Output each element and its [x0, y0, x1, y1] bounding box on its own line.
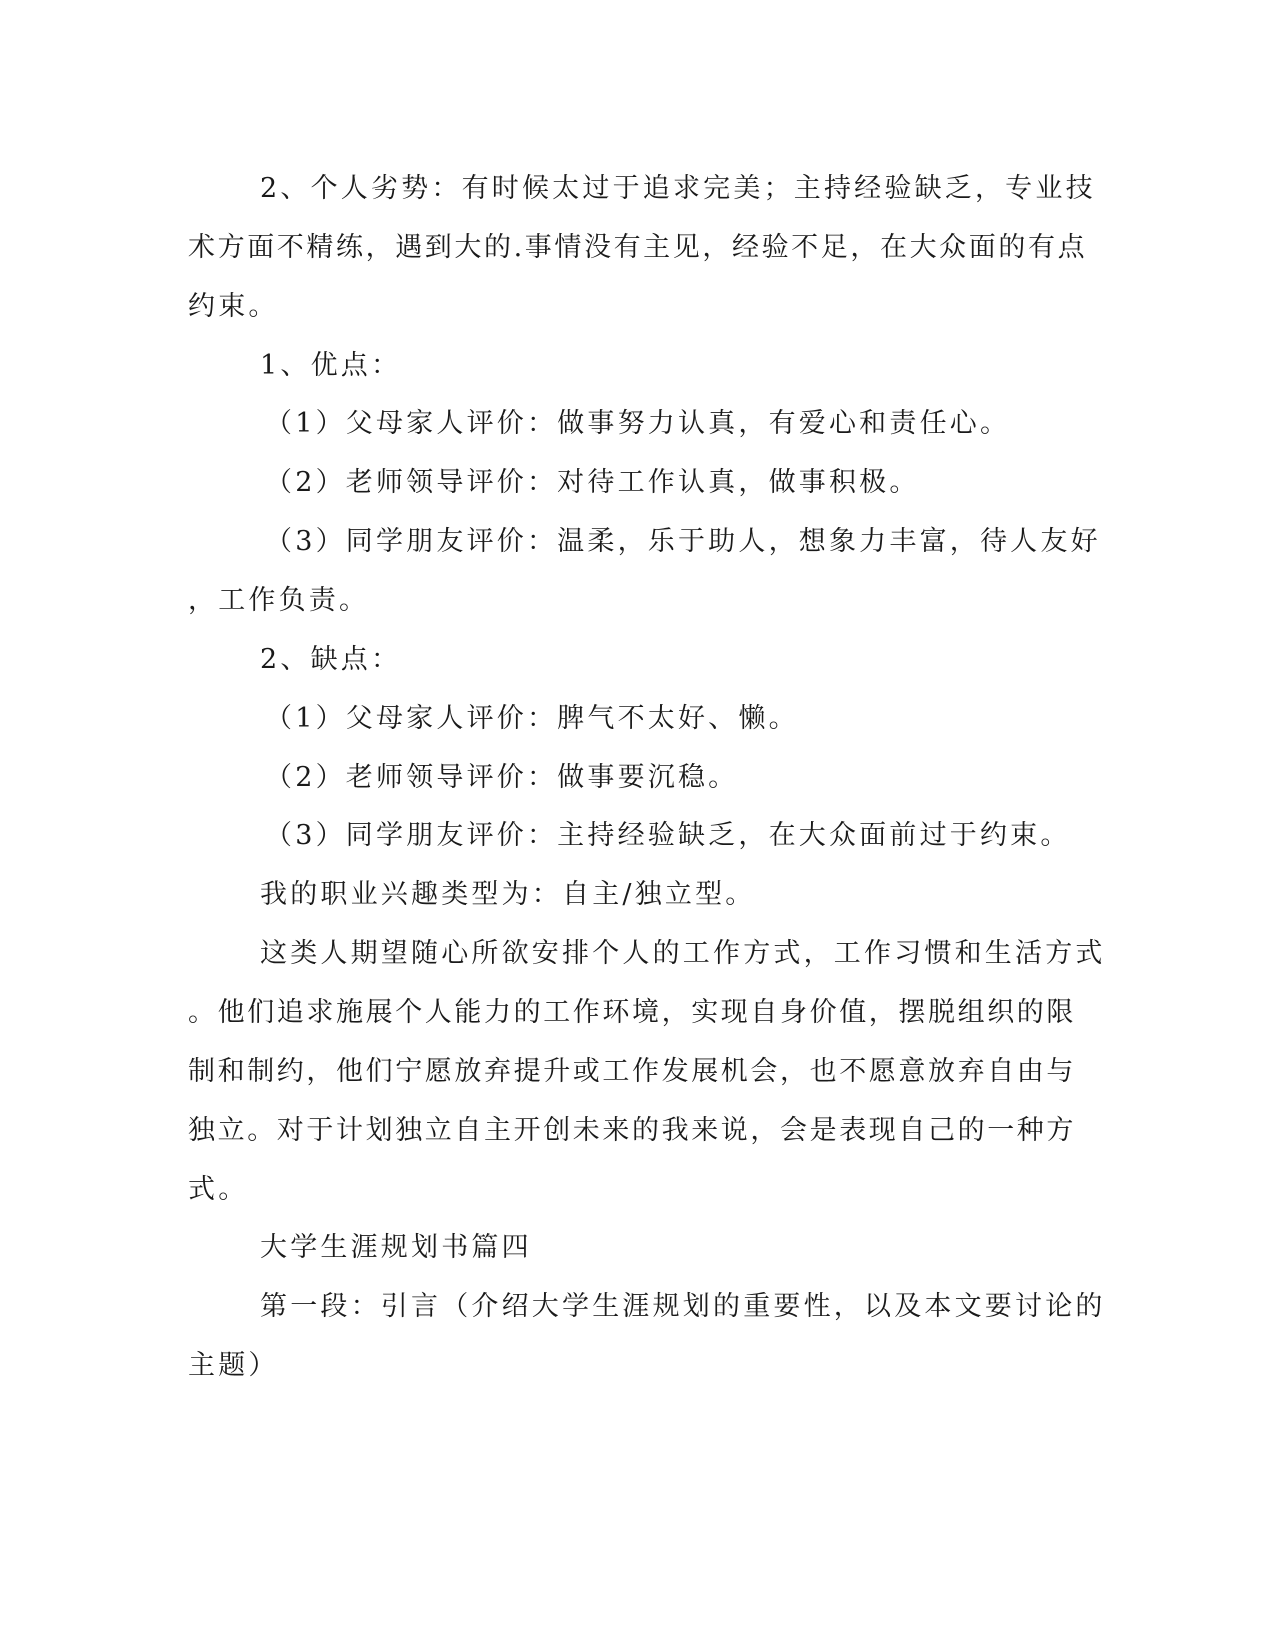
paragraph-line: 术方面不精练，遇到大的.事情没有主见，经验不足，在大众面的有点 — [188, 232, 1088, 263]
paragraph-line: 第一段：引言（介绍大学生涯规划的重要性，以及本文要讨论的 — [260, 1291, 1106, 1322]
list-item: （3）同学朋友评价：温柔，乐于助人，想象力丰富，待人友好 — [265, 526, 1101, 557]
list-item: （1）父母家人评价：做事努力认真，有爱心和责任心。 — [265, 408, 1011, 439]
paragraph-line: 这类人期望随心所欲安排个人的工作方式，工作习惯和生活方式 — [260, 938, 1106, 969]
paragraph-line: 式。 — [188, 1174, 249, 1205]
list-item: （2）老师领导评价：对待工作认真，做事积极。 — [265, 467, 920, 498]
list-item: （2）老师领导评价：做事要沉稳。 — [265, 762, 739, 793]
list-item: （3）同学朋友评价：主持经验缺乏，在大众面前过于约束。 — [265, 820, 1071, 851]
paragraph-line: 独立。对于计划独立自主开创未来的我来说，会是表现自己的一种方 — [188, 1115, 1076, 1146]
paragraph-line: 主题） — [188, 1350, 279, 1381]
paragraph-line: 约束。 — [188, 291, 279, 322]
paragraph-line: 制和制约，他们宁愿放弃提升或工作发展机会，也不愿意放弃自由与 — [188, 1056, 1076, 1087]
list-heading: 2、缺点： — [260, 644, 402, 675]
paragraph-line: 我的职业兴趣类型为：自主/独立型。 — [260, 879, 756, 910]
list-heading: 1、优点： — [260, 350, 402, 381]
paragraph-line: 2、个人劣势：有时候太过于追求完美；主持经验缺乏，专业技 — [260, 173, 1096, 204]
list-item: （1）父母家人评价：脾气不太好、懒。 — [265, 703, 799, 734]
section-heading: 大学生涯规划书篇四 — [260, 1232, 532, 1263]
paragraph-line: 。他们追求施展个人能力的工作环境，实现自身价值，摆脱组织的限 — [188, 997, 1076, 1028]
paragraph-line: ，工作负责。 — [188, 585, 370, 616]
